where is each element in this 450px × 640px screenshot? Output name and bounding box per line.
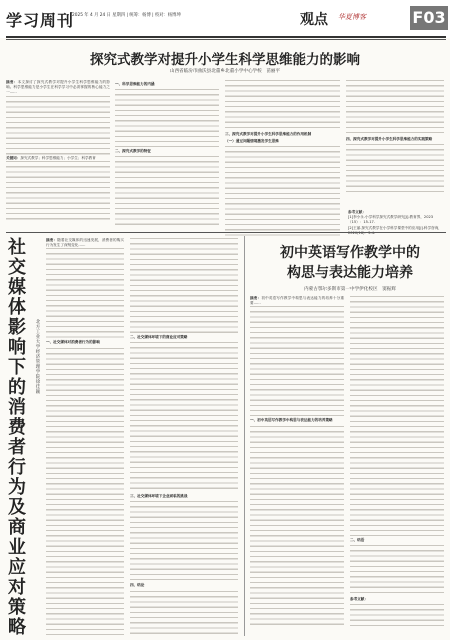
- abstract-label: 摘要：: [6, 80, 18, 84]
- issue-meta: 2025 年 4 月 24 日 星期四 | 统筹：杨博 | 校对：杨博坤: [72, 13, 181, 18]
- brand-logo: 华夏博客: [338, 13, 366, 21]
- keywords-label: 关键词：: [6, 155, 21, 160]
- article1-col4: [346, 80, 444, 205]
- article2-col2: [130, 238, 238, 636]
- article3-h2: 二、结语: [350, 538, 365, 542]
- article3-refs-label: 参考文献：: [350, 597, 368, 602]
- article1-h3: 三、探究式教学对提升小学生科学思维能力的作用机制: [225, 132, 312, 136]
- article1-h2: 二、探究式教学的特征: [115, 149, 151, 154]
- header-rule: [6, 36, 446, 38]
- article1-h1: 一、科学思维能力的内涵: [115, 82, 155, 86]
- article2-col1: 摘要：随着社交媒体的迅速发展，消费者的购买行为发生了深刻变化…… 一、社交媒体对消费者行为的影响: [46, 238, 124, 636]
- article2-h3: 三、社交媒体环境下企业面临的挑战: [130, 494, 188, 499]
- article3-h1: 一、初中英语写作教学中构思与表达能力的培养策略: [250, 418, 333, 423]
- article1-abstract: 本文探讨了探究式教学对提升小学生科学思维能力的影响。科学思维能力是小学生在科学学习中必须掌握的核心能力之一……: [6, 80, 110, 95]
- article1-title: 探究式教学对提升小学生科学思维能力的影响: [90, 52, 360, 68]
- article2-h4: 四、结论: [130, 583, 145, 588]
- article3-abstract: 初中英语写作教学中构思与表达能力的培养十分重要……: [250, 296, 344, 306]
- article3-col2: [350, 296, 444, 636]
- article1-col3: [225, 80, 340, 240]
- article1-h3a: （一）通过问题情境激发学生思维: [225, 139, 279, 144]
- article1-col1: [6, 80, 110, 230]
- article2-byline: 北方工业大学经济管理学院 徐佳颖: [35, 320, 45, 395]
- header-rule-thin: [6, 39, 446, 40]
- article2-title-line2: 消费者行为及商业应对策略: [8, 397, 26, 638]
- article1-refs-list: [1]李小永.小学科学探究式教学研究[J].教育界，2023（15）：15-17. [2]王丽.探究式教学在小学科学课堂中的应用[J].科学咨询，: [348, 215, 442, 230]
- article3-byline: 内蒙古鄂尔多斯市第一中学伊化校区 窦振辉: [304, 287, 396, 292]
- section-divider: [6, 232, 446, 233]
- article2-h1: 一、社交媒体对消费者行为的影响: [46, 340, 100, 345]
- article1-col2: [115, 80, 219, 230]
- column-divider: [244, 236, 245, 636]
- article1-byline: 山西省临汾市曲沃县北董乡北董小学中心学校 苗丽平: [169, 69, 281, 74]
- section-title: 观点: [300, 12, 328, 28]
- article2-h2: 二、社交媒体环境下的商业应对策略: [130, 335, 188, 339]
- article3-col1: 摘要：初中英语写作教学中构思与表达能力的培养十分重要…… 一、初中英语写作教学中构思与表达能力的培养策略: [250, 296, 344, 636]
- article1-h4: 四、探究式教学对提升小学生科学思维能力的实践策略: [346, 137, 433, 141]
- article1-refs-label: 参考文献：: [348, 210, 366, 214]
- page-number: F03: [410, 6, 448, 30]
- article1-keywords: 探究式教学；科学思维能力；小学生；科学教育: [20, 155, 96, 160]
- masthead: 学习周刊: [6, 11, 75, 30]
- page-header: [0, 0, 450, 38]
- article3-title: 初中英语写作教学中的 构思与表达能力培养: [280, 245, 420, 281]
- article2-title: 社交媒体影响下的: [8, 237, 26, 398]
- article2-abstract: 随着社交媒体的迅速发展，消费者的购买行为发生了深刻变化……: [46, 238, 124, 248]
